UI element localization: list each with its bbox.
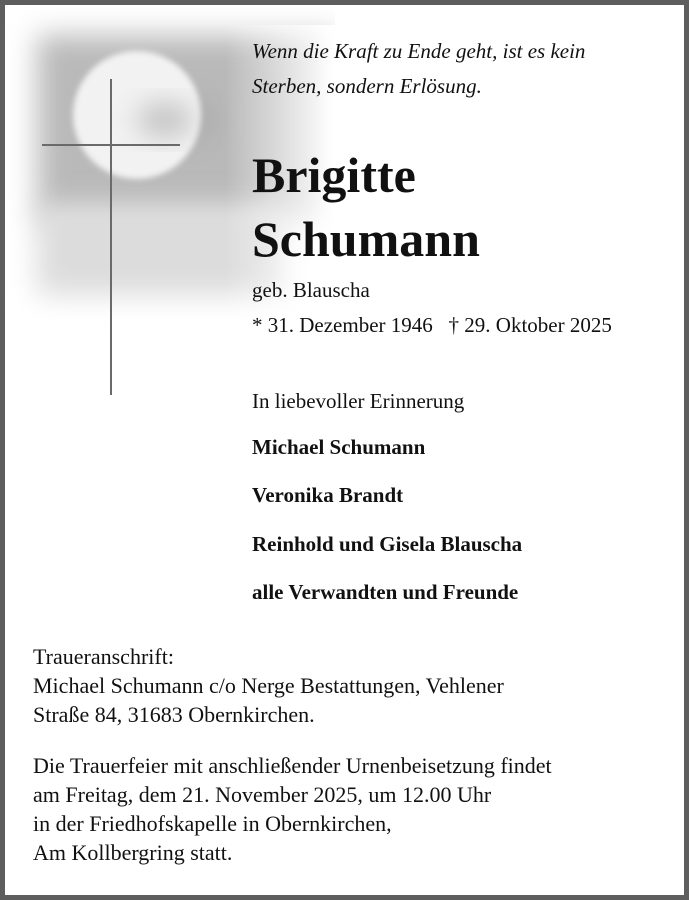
- obituary-card: [5, 5, 684, 895]
- address-line-1: Michael Schumann c/o Nerge Bestattungen, Vehlener: [33, 673, 504, 698]
- mourners-intro: In liebevoller Erinnerung: [252, 389, 465, 413]
- deceased-first-name: Brigitte: [252, 147, 416, 203]
- ceremony-line-3: in der Friedhofskapelle in Obernkirchen,: [33, 811, 392, 836]
- ceremony-line-1: Die Trauerfeier mit anschließender Urnenbeisetzung findet: [33, 753, 552, 778]
- mourner-name: Veronika Brandt: [252, 483, 404, 507]
- quote-line-1: Wenn die Kraft zu Ende geht, ist es kein: [252, 39, 586, 63]
- mourner-name: alle Verwandten und Freunde: [252, 580, 519, 604]
- ceremony-line-4: Am Kollbergring statt.: [33, 840, 233, 865]
- ceremony-line-2: am Freitag, dem 21. November 2025, um 12.00 Uhr: [33, 782, 492, 807]
- mourner-name: Reinhold und Gisela Blauscha: [252, 532, 523, 556]
- life-dates: * 31. Dezember 1946 † 29. Oktober 2025: [252, 313, 612, 337]
- address-label: Traueranschrift:: [33, 644, 174, 669]
- mourner-name: Michael Schumann: [252, 435, 426, 459]
- deceased-last-name: Schumann: [252, 211, 480, 267]
- moon-cross-illustration: [5, 5, 335, 405]
- birth-name: geb. Blauscha: [252, 278, 370, 302]
- quote-line-2: Sterben, sondern Erlösung.: [252, 74, 482, 98]
- address-line-2: Straße 84, 31683 Obernkirchen.: [33, 702, 315, 727]
